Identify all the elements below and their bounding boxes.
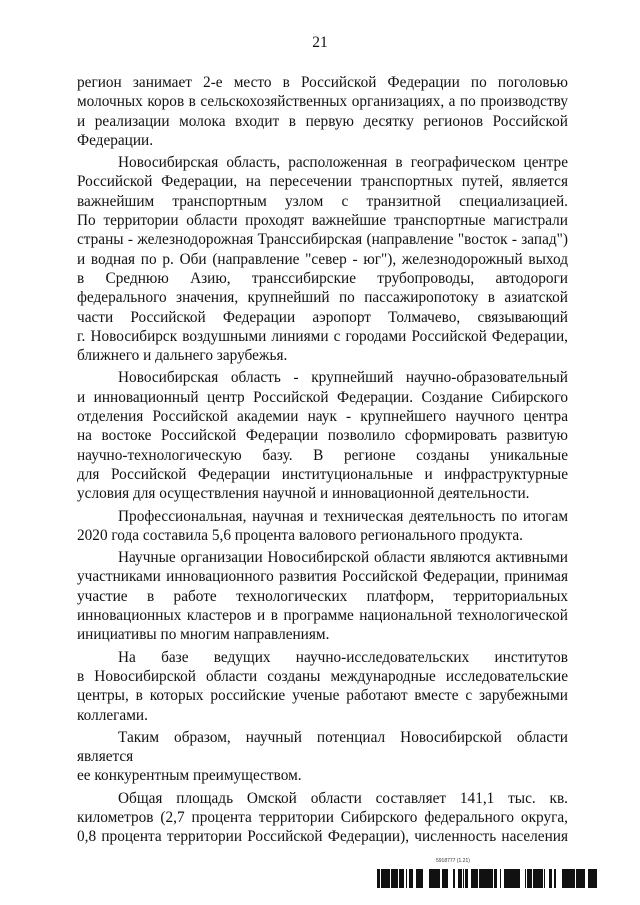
text-line: Общая площадь Омской области составляет 141,1 тыс. кв.	[118, 789, 568, 807]
text-line: Новосибирская область, расположенная в географическом центре	[118, 154, 568, 172]
text-line: Федерации.	[77, 131, 154, 149]
text-line: инициативы по многим направлениям.	[77, 626, 330, 644]
text-line: участниками инновационного развития Российской Федерации, принимая	[77, 568, 568, 586]
text-line: федерального значения, крупнейший по пассажиропотоку в азиатской	[77, 289, 568, 307]
text-line: научно-технологическую базу. В регионе созданы уникальные	[77, 446, 568, 464]
text-line: Профессиональная, научная и техническая деятельность по итогам	[118, 507, 568, 525]
text-line: на востоке Российской Федерации позволило сформировать развитую	[77, 427, 568, 445]
paragraph	[77, 368, 568, 503]
text-line: инновационных кластеров и в программе национальной технологической	[77, 607, 568, 625]
text-line: и реализации молока входит в первую десятку регионов Российской	[77, 112, 568, 130]
text-line: ее конкурентным преимуществом.	[77, 767, 302, 785]
text-line: Таким образом, научный потенциал Новосибирской области является	[77, 728, 568, 766]
text-line: 2020 года составила 5,6 процента валового регионального продукта.	[77, 526, 523, 544]
paragraph	[77, 153, 568, 365]
text-line: По территории области проходят важнейшие транспортные магистрали	[77, 212, 568, 230]
paragraph	[77, 648, 568, 725]
paragraph	[77, 728, 568, 786]
text-line: в Новосибирской области созданы международные исследовательские	[77, 667, 568, 685]
document-stamp-id: 5918777 (1.21)	[436, 858, 470, 864]
text-line: в Среднюю Азию, транссибирские трубопроводы, автодороги	[77, 269, 568, 287]
barcode-image	[377, 869, 597, 888]
text-line: регион занимает 2-е место в Российской Федерации по поголовью	[77, 74, 568, 91]
text-line: и водная по р. Оби (направление "север - юг"), железнодорожный выход	[77, 250, 568, 268]
text-line: отделения Российской академии наук - крупнейшего научного центра	[77, 408, 568, 426]
text-line: участие в работе технологических платформ, территориальных	[77, 587, 568, 605]
text-line: г. Новосибирск воздушными линиями с городами Российской Федерации,	[77, 327, 568, 345]
text-line: страны - железнодорожная Транссибирская (направление "восток - запад")	[77, 231, 568, 249]
text-line: На базе ведущих научно-исследовательских институтов	[118, 648, 568, 666]
text-line: части Российской Федерации аэропорт Толмачево, связывающий	[77, 308, 568, 326]
text-line: ближнего и дальнего зарубежья.	[77, 347, 288, 365]
body-text	[77, 73, 568, 847]
text-line: для Российской Федерации институциональные и инфраструктурные	[77, 465, 568, 483]
text-line: Российской Федерации, на пересечении транспортных путей, является	[77, 173, 568, 191]
text-line: важнейшим транспортным узлом с транзитной специализацией.	[77, 192, 568, 210]
text-line: коллегами.	[77, 706, 148, 724]
text-line: Новосибирская область - крупнейший научно-образовательный	[118, 369, 568, 387]
paragraph	[77, 789, 568, 847]
text-line: условия для осуществления научной и инновационной деятельности.	[77, 485, 530, 503]
paragraph	[77, 548, 568, 644]
text-line: Научные организации Новосибирской области являются активными	[118, 549, 568, 567]
text-line: 0,8 процента территории Российской Федерации), численность населения	[77, 828, 568, 846]
paragraph	[77, 73, 568, 150]
text-line: километров (2,7 процента территории Сибирского федерального округа,	[77, 808, 568, 826]
text-line: молочных коров в сельскохозяйственных организациях, а по производству	[77, 93, 568, 111]
text-line: центры, в которых российские ученые работают вместе с зарубежными	[77, 687, 568, 705]
text-line: и инновационный центр Российской Федерации. Создание Сибирского	[77, 388, 568, 406]
paragraph	[77, 507, 568, 546]
page-number: 21	[312, 34, 328, 51]
